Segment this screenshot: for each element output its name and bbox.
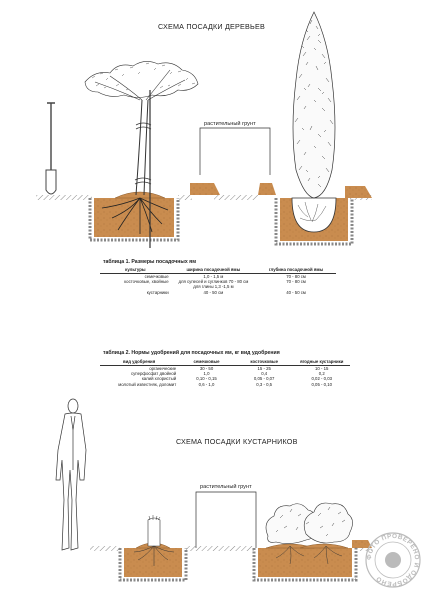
cell: 40 - 50 см — [203, 289, 224, 295]
col-berry: ягодные кустарники — [294, 359, 351, 366]
cell: органические — [149, 366, 177, 371]
fertilizer-norms-table — [100, 359, 350, 387]
cell: 40 - 50 см — [286, 289, 306, 295]
cell: калий хлористый — [141, 376, 177, 382]
cell: 0,05 - 0,10 — [311, 381, 333, 387]
col-crop: культуры — [100, 267, 171, 274]
cell: косточковые, хвойные — [124, 279, 169, 285]
cell: 0,10 - 0,15 — [196, 376, 217, 382]
cell: 1,0 - 1,5 м — [203, 274, 224, 279]
cell: 30 - 50 — [199, 366, 214, 371]
cell: 15 - 25 — [257, 366, 271, 371]
shrub-planting-title: СХЕМА ПОСАДКИ КУСТАРНИКОВ — [176, 437, 298, 446]
cell: 0,4 — [261, 371, 268, 377]
shovel-icon — [46, 103, 56, 194]
cell: кустарники — [146, 289, 169, 295]
table2-caption: таблица 2. Нормы удобрений для посадочных ям, кг вид удобрения — [103, 350, 280, 356]
stamp-text: ФОТО ПРОВЕРЕНО И ОДОБРЕНО — [365, 532, 421, 588]
tree-planting-title: СХЕМА ПОСАДКИ ДЕРЕВЬЕВ — [158, 22, 265, 31]
col-depth: глубина посадочной ямы — [256, 267, 336, 274]
cell: для супесей и суглинков 70 - 80 см — [178, 279, 249, 285]
tree-soil-bracket — [200, 128, 270, 175]
person-figure — [56, 399, 86, 550]
table-row — [100, 290, 336, 295]
cell: 0,6 - 1,0 — [198, 381, 215, 387]
cell: 0,3 - 0,5 — [256, 381, 273, 387]
col-fertilizer: вид удобрения — [100, 359, 178, 366]
tree-pit-left — [36, 192, 192, 240]
cell: 10 - 15 — [315, 366, 329, 371]
table1-caption: таблица 1. Размеры посадочных ям — [103, 259, 197, 265]
shrub-soil-bracket — [196, 492, 256, 548]
col-width: ширина посадочной ямы — [171, 267, 256, 274]
approval-stamp — [366, 533, 420, 587]
cell: 0,2 — [318, 371, 325, 377]
cypress-tree — [293, 12, 335, 198]
cell: 70 - 80 см — [286, 274, 306, 279]
shrub-pit-right — [186, 503, 372, 580]
table-row — [100, 382, 350, 387]
cell: 0,02 - 0,03 — [311, 376, 333, 382]
cell: для глины 1,3 -1,5 м — [193, 284, 234, 290]
tree-crown — [85, 61, 198, 100]
tree-pit-right — [190, 183, 372, 244]
pit-sizes-table — [100, 267, 336, 295]
tree-soil-label: растительный грунт — [204, 121, 256, 127]
col-pome: семечковые — [178, 359, 235, 366]
shrub-pit-left — [90, 515, 186, 580]
cell: семечковые — [144, 274, 169, 279]
cell: суперфосфат двойной — [131, 371, 177, 377]
cell: молотый известняк, доломит — [118, 381, 177, 387]
cell: 70 - 80 см — [286, 279, 306, 285]
cell: 0,05 - 0,07 — [253, 376, 275, 382]
shrub-soil-label: растительный грунт — [200, 484, 252, 490]
col-stone: косточковые — [235, 359, 294, 366]
cell: 1,0 — [203, 371, 210, 377]
